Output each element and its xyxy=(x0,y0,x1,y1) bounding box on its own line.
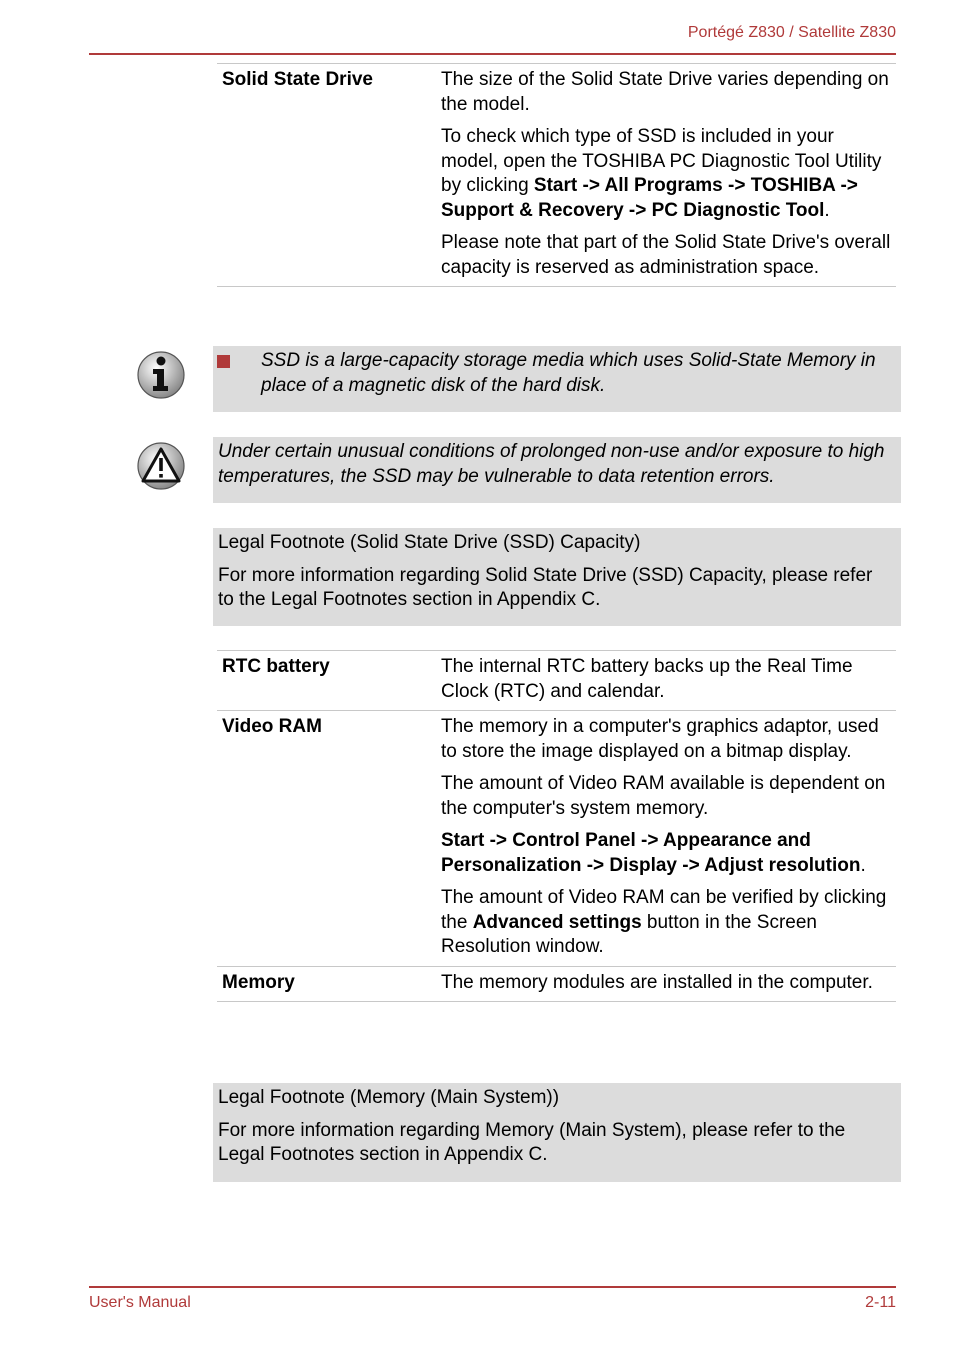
caution-note xyxy=(213,437,901,503)
page-number: 2-11 xyxy=(865,1294,896,1311)
paragraph: The size of the Solid State Drive varies depending on the model. xyxy=(441,69,889,115)
warning-triangle-icon xyxy=(136,441,186,491)
paragraph: The amount of Video RAM available is dependent on the computer's system memory. xyxy=(441,773,886,819)
paragraph: The memory modules are installed in the computer. xyxy=(441,971,873,993)
spec-row-rtc xyxy=(217,651,896,710)
footnote-body: For more information regarding Memory (Main System), please refer to the Legal Footnotes section in Appendix C. xyxy=(218,1119,846,1165)
paragraph: The internal RTC battery backs up the Real Time Clock (RTC) and calendar. xyxy=(441,656,853,702)
paragraph xyxy=(441,886,892,960)
menu-path: Start -> All Programs -> TOSHIBA -> Support & Recovery -> PC Diagnostic Tool xyxy=(441,175,858,221)
text-run: . xyxy=(860,854,866,876)
spec-term: Memory xyxy=(222,971,295,993)
spec-term: Solid State Drive xyxy=(222,69,373,90)
spec-table-ssd xyxy=(217,63,896,287)
bullet-square-icon xyxy=(217,355,230,368)
legal-footnote-memory xyxy=(213,1083,901,1182)
spec-row-memory xyxy=(217,966,896,1002)
spec-term: RTC battery xyxy=(222,656,330,677)
info-icon xyxy=(136,350,186,400)
button-name: Advanced settings xyxy=(472,911,642,933)
header-rule xyxy=(89,53,896,55)
bullet-item xyxy=(213,349,893,398)
spec-table-memory xyxy=(217,650,896,1002)
text-run: The amount of Video RAM can be verified by clicking the xyxy=(441,887,887,933)
paragraph: The memory in a computer's graphics adaptor, used to store the image displayed on a bitmap display. xyxy=(441,716,879,762)
spec-description xyxy=(441,68,896,280)
menu-path: Start -> Control Panel -> Appearance and Personalization -> Display -> Adjust resolution xyxy=(441,830,861,876)
paragraph: Please note that part of the Solid State Drive's overall capacity is reserved as administration space. xyxy=(441,232,891,278)
note-text: SSD is a large-capacity storage media which uses Solid-State Memory in place of a magnetic disk of the hard disk. xyxy=(261,350,876,396)
note-text: Under certain unusual conditions of prolonged non-use and/or exposure to high temperatures, the SSD may be vulnerable to data retention errors. xyxy=(218,441,885,487)
spec-description xyxy=(441,715,896,960)
footer-manual-name: User's Manual xyxy=(89,1294,191,1311)
paragraph xyxy=(441,125,892,223)
legal-footnote-ssd xyxy=(213,528,901,626)
paragraph xyxy=(441,829,892,878)
spec-description xyxy=(441,971,896,996)
footnote-title: Legal Footnote (Solid State Drive (SSD) Capacity) xyxy=(218,532,641,553)
text-run: . xyxy=(824,199,830,221)
spec-row-ssd xyxy=(217,64,896,286)
running-header-title: Portégé Z830 / Satellite Z830 xyxy=(687,24,896,41)
spec-term: Video RAM xyxy=(222,716,322,737)
footnote-body: For more information regarding Solid State Drive (SSD) Capacity, please refer to the Legal Footnotes section in Appendix C. xyxy=(218,564,873,610)
footnote-title: Legal Footnote (Memory (Main System)) xyxy=(218,1087,560,1108)
spec-row-video-ram xyxy=(217,710,896,966)
spec-description xyxy=(441,655,896,704)
footer-rule xyxy=(89,1286,896,1288)
text-run: button in the Screen Resolution window. xyxy=(441,911,817,957)
text-run: To check which type of SSD is included in your model, open the TOSHIBA PC Diagnostic Tool Utility by clicking xyxy=(441,126,882,196)
info-note xyxy=(213,346,901,412)
